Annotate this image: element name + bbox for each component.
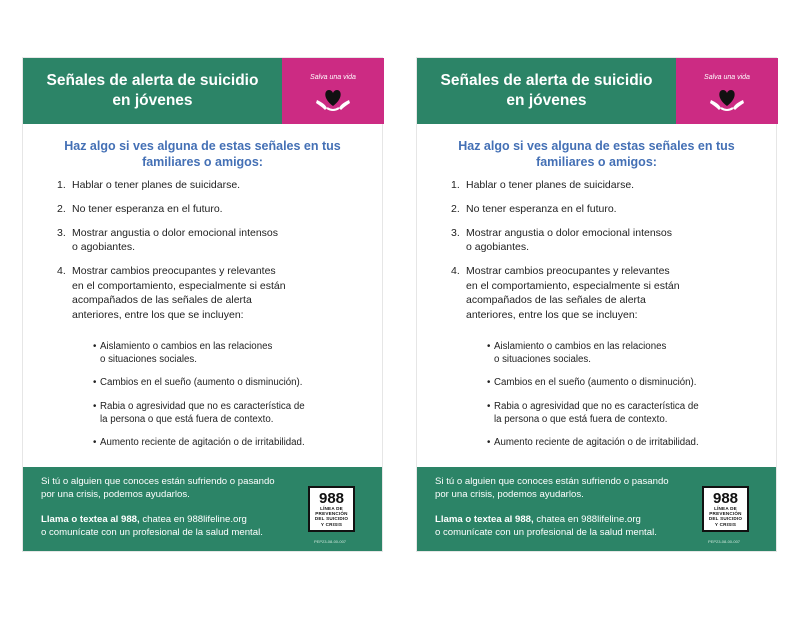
heart-hands-icon: [313, 84, 353, 114]
flyer-title: Señales de alerta de suicidio en jóvenes: [440, 72, 653, 109]
badge-text: Salva una vida: [704, 74, 750, 81]
988-lifeline-logo: 988 LÍNEA DE PREVENCIÓN DEL SUICIDIO Y CRISIS: [308, 486, 355, 532]
publication-code: PEP23-08-00-007: [708, 539, 741, 544]
flyer-header: [23, 58, 282, 124]
flyer-card-right: Señales de alerta de suicidio en jóvenes Salva una vida Haz algo si ves alguna de estas señales en tus familiares o amigos: 1. Hablar o tener planes de suicidarse. 2. No tener esperanza en el futuro. 3. Mostrar angustia o dolor emocional intensos o agobiantes. 4. Mostrar cambios preocupantes y relevantes en el comportamiento, especialmente si están acompañados de las señales de alerta anteriores, entre los que se incluyen: • Aislamiento o cambios en las relaciones o situaciones sociales. • Cambios en el sueño (aumento o disminución). • Rabia o agresividad que no es característica de la persona o que está fuera de contexto. • Aumento reciente de agitación o de irritabilidad. Si tú o alguien que conoces están sufriendo o pasando por una crisis, podemos ayudarlos. Llama o textea al 988, chatea en 988lifeline.org o comunícate con un profesional de la salud mental. 988 LÍNEA DE PREVENCIÓN DEL SUICIDIO Y CRISIS PEP23-08-00-007: [416, 57, 777, 552]
heart-hands-icon: [707, 84, 747, 114]
intro-heading: Haz algo si ves alguna de estas señales en tus familiares o amigos:: [458, 139, 735, 169]
help-footer: [23, 467, 382, 551]
intro-heading: Haz algo si ves alguna de estas señales en tus familiares o amigos:: [64, 139, 341, 169]
footer-cta: Llama o textea al 988, chatea en 988lifeline.org o comunícate con un profesional de la salud mental.: [435, 514, 657, 538]
footer-message: Si tú o alguien que conoces están sufriendo o pasando por una crisis, podemos ayudarlos.: [41, 476, 275, 500]
footer-message: Si tú o alguien que conoces están sufriendo o pasando por una crisis, podemos ayudarlos.: [435, 476, 669, 500]
footer-cta: Llama o textea al 988, chatea en 988lifeline.org o comunícate con un profesional de la salud mental.: [41, 514, 263, 538]
flyer-card-left: Señales de alerta de suicidio en jóvenes Salva una vida Haz algo si ves alguna de estas señales en tus familiares o amigos: 1. Hablar o tener planes de suicidarse. 2. No tener esperanza en el futuro. 3. Mostrar angustia o dolor emocional intensos o agobiantes. 4. Mostrar cambios preocupantes y relevantes en el comportamiento, especialmente si están acompañados de las señales de alerta anteriores, entre los que se incluyen: • Aislamiento o cambios en las relaciones o situaciones sociales. • Cambios en el sueño (aumento o disminución). • Rabia o agresividad que no es característica de la persona o que está fuera de contexto. • Aumento reciente de agitación o de irritabilidad. Si tú o alguien que conoces están sufriendo o pasando por una crisis, podemos ayudarlos. Llama o textea al 988, chatea en 988lifeline.org o comunícate con un profesional de la salud mental. 988 LÍNEA DE PREVENCIÓN DEL SUICIDIO Y CRISIS PEP23-08-00-007: [22, 57, 383, 552]
save-a-life-badge: [676, 58, 778, 124]
lifeline-link[interactable]: chatea en 988lifeline.org: [533, 514, 641, 525]
flyer-header: [417, 58, 676, 124]
badge-text: Salva una vida: [310, 74, 356, 81]
flyer-title: Señales de alerta de suicidio en jóvenes: [46, 72, 259, 109]
help-footer: [417, 467, 776, 551]
988-lifeline-logo: 988 LÍNEA DE PREVENCIÓN DEL SUICIDIO Y CRISIS: [702, 486, 749, 532]
lifeline-link[interactable]: chatea en 988lifeline.org: [139, 514, 247, 525]
save-a-life-badge: [282, 58, 384, 124]
publication-code: PEP23-08-00-007: [314, 539, 347, 544]
